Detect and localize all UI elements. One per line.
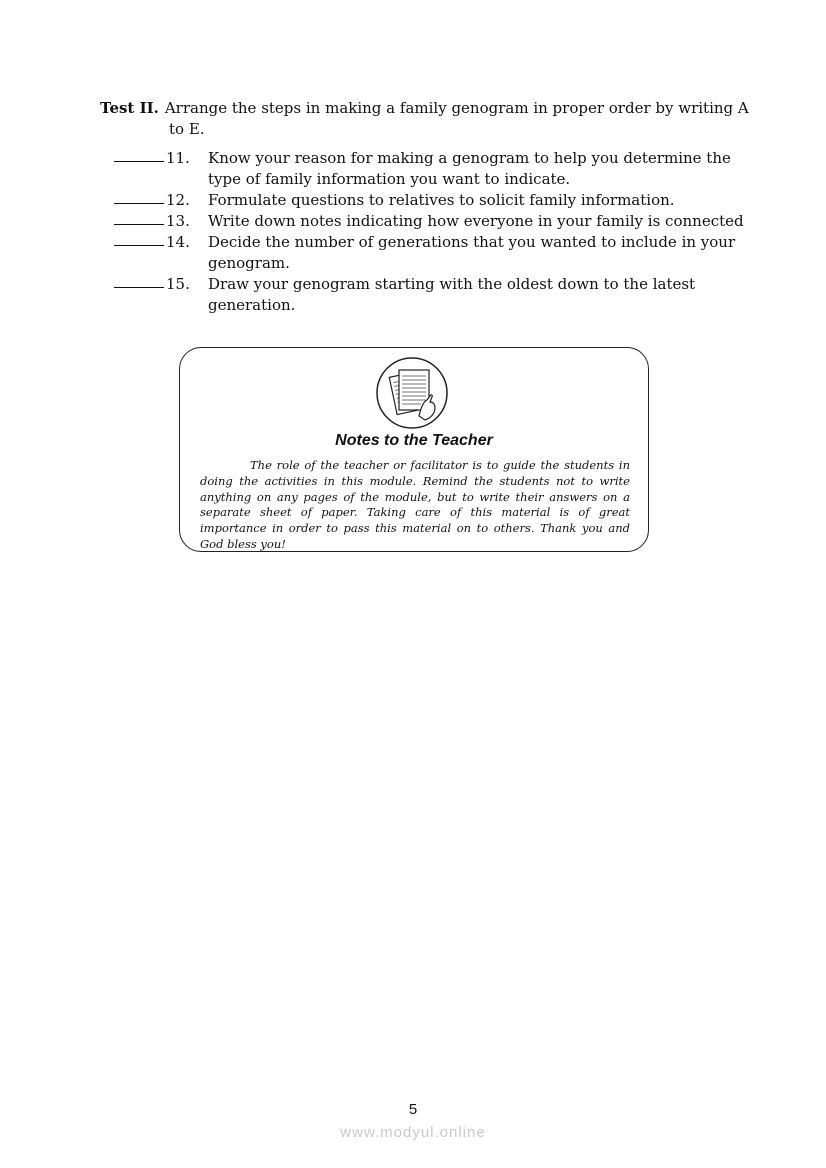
list-item bbox=[114, 274, 754, 316]
item-number: 11. bbox=[166, 149, 190, 167]
answer-blank[interactable] bbox=[114, 274, 164, 288]
item-text: Write down notes indicating how everyone in your family is connected bbox=[208, 212, 744, 230]
notes-to-teacher-box bbox=[179, 347, 649, 552]
answer-blank[interactable] bbox=[114, 232, 164, 246]
item-list bbox=[114, 148, 754, 316]
item-number: 15. bbox=[166, 275, 190, 293]
item-text: Draw your genogram starting with the oldest down to the latest generation. bbox=[208, 275, 696, 314]
test-heading bbox=[100, 98, 750, 140]
test-instruction-line1: Arrange the steps in making a family genogram in proper order by writing A bbox=[164, 99, 749, 117]
page-number: 5 bbox=[408, 1101, 418, 1118]
item-text: Formulate questions to relatives to solicit family information. bbox=[208, 191, 675, 209]
answer-blank[interactable] bbox=[114, 148, 164, 162]
item-number: 14. bbox=[166, 233, 190, 251]
papers-in-hand-icon bbox=[375, 356, 449, 430]
test-instruction-line2: to E. bbox=[169, 120, 205, 138]
answer-blank[interactable] bbox=[114, 190, 164, 204]
list-item bbox=[114, 190, 754, 211]
answer-blank[interactable] bbox=[114, 211, 164, 225]
list-item bbox=[114, 232, 754, 274]
item-text: Know your reason for making a genogram to help you determine the type of family information you want to indicate. bbox=[208, 149, 731, 188]
test-label: Test II. bbox=[100, 99, 159, 117]
item-number: 13. bbox=[166, 212, 190, 230]
list-item bbox=[114, 211, 754, 232]
notes-title: Notes to the Teacher bbox=[335, 432, 493, 449]
watermark: www.modyul.online bbox=[340, 1124, 486, 1141]
item-number: 12. bbox=[166, 191, 190, 209]
list-item bbox=[114, 148, 754, 190]
item-text: Decide the number of generations that you wanted to include in your genogram. bbox=[208, 233, 736, 272]
notes-body: The role of the teacher or facilitator is to guide the students in doing the activities in this module. Remind the students not to write anything on any pages of the module, but to write their answers on a separate sheet of paper. Taking care of this material is of great importance in order to pass this material on to others. Thank you and God bless you! bbox=[200, 458, 630, 551]
